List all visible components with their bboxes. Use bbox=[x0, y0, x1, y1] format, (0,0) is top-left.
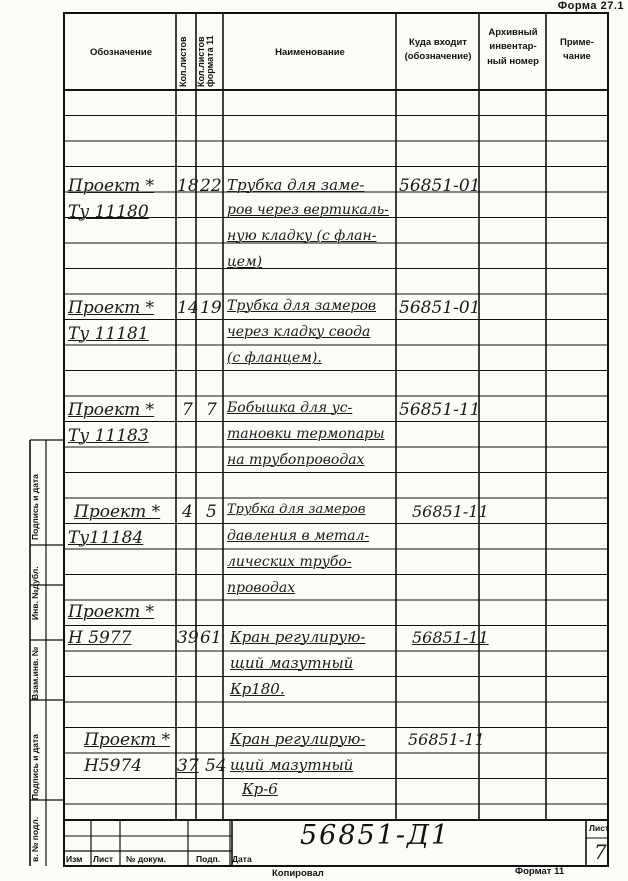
entry-3-designation-1: Проект * bbox=[68, 400, 155, 420]
entry-5-where-used: 56851-11 bbox=[412, 628, 489, 647]
entry-3-name-2: тановки термопары bbox=[227, 426, 385, 442]
title-block-list: Лист bbox=[93, 854, 114, 864]
entry-1-sheets: 18 bbox=[177, 176, 199, 196]
entry-3-designation-2: Ту 11183 bbox=[68, 426, 149, 446]
entry-2-sheets: 14 bbox=[177, 298, 199, 318]
entry-6-designation-2: Н5974 bbox=[84, 756, 143, 776]
entry-6-designation-1: Проект * bbox=[84, 730, 171, 750]
entry-1-designation-1: Проект * bbox=[68, 176, 155, 196]
entry-5-name-3: Кр180. bbox=[230, 680, 285, 698]
title-block-data: Дата bbox=[232, 854, 252, 864]
entry-1-designation-2: Ту 11180 bbox=[68, 202, 149, 222]
header-sheet-count: Кол.листов bbox=[178, 36, 188, 87]
side-label-vzam-inv: Взам.инв. № bbox=[30, 646, 40, 700]
entry-6-name-3: Кр-6 bbox=[242, 780, 278, 798]
header-note: Приме- чание bbox=[560, 37, 594, 63]
sheet-label: Лист bbox=[589, 823, 610, 833]
entry-3-name-1: Бобышка для ус- bbox=[227, 400, 353, 416]
side-label-sign-date-bottom: Подпись и дата bbox=[30, 734, 40, 800]
entry-4-name-3: лических трубо- bbox=[227, 554, 352, 570]
entry-5-name-2: щий мазутный bbox=[230, 654, 354, 672]
side-label-sign-date-top: Подпись и дата bbox=[30, 474, 40, 540]
entry-6-sheets-format: 54 bbox=[205, 756, 227, 776]
header-archive-number: Архивный инвентар- ный номер bbox=[487, 27, 539, 67]
entry-2-name-1: Трубка для замеров bbox=[227, 298, 377, 314]
entry-3-where-used: 56851-11 bbox=[399, 400, 481, 420]
entry-2-sheets-format: 19 bbox=[200, 298, 222, 318]
entry-2-designation-1: Проект * bbox=[68, 298, 155, 318]
entry-2-name-2: через кладку свода bbox=[227, 324, 371, 340]
entry-5-sheets-format: 61 bbox=[200, 628, 222, 648]
form-label: Форма 27.1 bbox=[557, 0, 624, 12]
footer-format: Формат 11 bbox=[515, 866, 565, 877]
entry-1-name-1: Трубка для заме- bbox=[227, 176, 365, 194]
entry-6-name-2: щий мазутный bbox=[230, 756, 354, 774]
entry-3-sheets: 7 bbox=[182, 400, 193, 420]
entry-2-designation-2: Ту 11181 bbox=[68, 324, 149, 344]
entry-1-where-used: 56851-01 bbox=[399, 176, 481, 196]
entry-4-name-1: Трубка для замеров bbox=[227, 502, 366, 517]
entry-4-where-used: 56851-11 bbox=[412, 502, 489, 521]
entry-5-designation-2: Н 5977 bbox=[68, 628, 132, 648]
header-sheet-count-format: Кол.листов формата 11 bbox=[196, 35, 216, 87]
entry-6-sheets: 37 bbox=[177, 756, 199, 776]
header-name: Наименование bbox=[275, 47, 345, 58]
entry-4-sheets-format: 5 bbox=[206, 502, 217, 522]
entry-1-name-3: ную кладку (с флан- bbox=[227, 228, 377, 244]
title-block-izm: Изм bbox=[66, 854, 83, 864]
entry-2-name-3: (с фланцем). bbox=[227, 350, 322, 366]
entry-5-name-1: Кран регулирую- bbox=[230, 628, 366, 646]
entry-3-name-3: на трубопроводах bbox=[227, 452, 365, 468]
entry-5-sheets: 39 bbox=[177, 628, 199, 648]
sheet-number: 7 bbox=[594, 840, 607, 864]
header-where-used: Куда входит (обозначение) bbox=[404, 37, 472, 63]
header-designation: Обозначение bbox=[89, 47, 153, 58]
side-label-inv-podl: в. № подл. bbox=[30, 816, 40, 862]
entry-2-where-used: 56851-01 bbox=[399, 298, 481, 318]
entry-1-name-4: цем) bbox=[227, 254, 263, 270]
entry-3-sheets-format: 7 bbox=[206, 400, 217, 420]
side-label-inv-dubl: Инв. №дубл. bbox=[30, 566, 40, 620]
entry-5-designation-1: Проект * bbox=[68, 602, 155, 622]
entry-1-sheets-format: 22 bbox=[200, 176, 222, 196]
footer-copied: Копировал bbox=[272, 868, 324, 879]
entry-4-designation-2: Ту11184 bbox=[68, 528, 144, 548]
entry-1-name-2: ров через вертикаль- bbox=[227, 202, 389, 218]
entry-4-name-4: проводах bbox=[227, 580, 296, 596]
entry-4-sheets: 4 bbox=[182, 502, 193, 522]
entry-4-name-2: давления в метал- bbox=[227, 528, 370, 544]
title-block-doc-no: № докум. bbox=[126, 854, 166, 864]
entry-6-where-used: 56851-11 bbox=[408, 730, 485, 749]
document-number: 56851-Д1 bbox=[300, 820, 451, 851]
entry-6-name-1: Кран регулирую- bbox=[230, 730, 366, 748]
entry-4-designation-1: Проект * bbox=[74, 502, 161, 522]
title-block-podp: Подп. bbox=[196, 854, 221, 864]
